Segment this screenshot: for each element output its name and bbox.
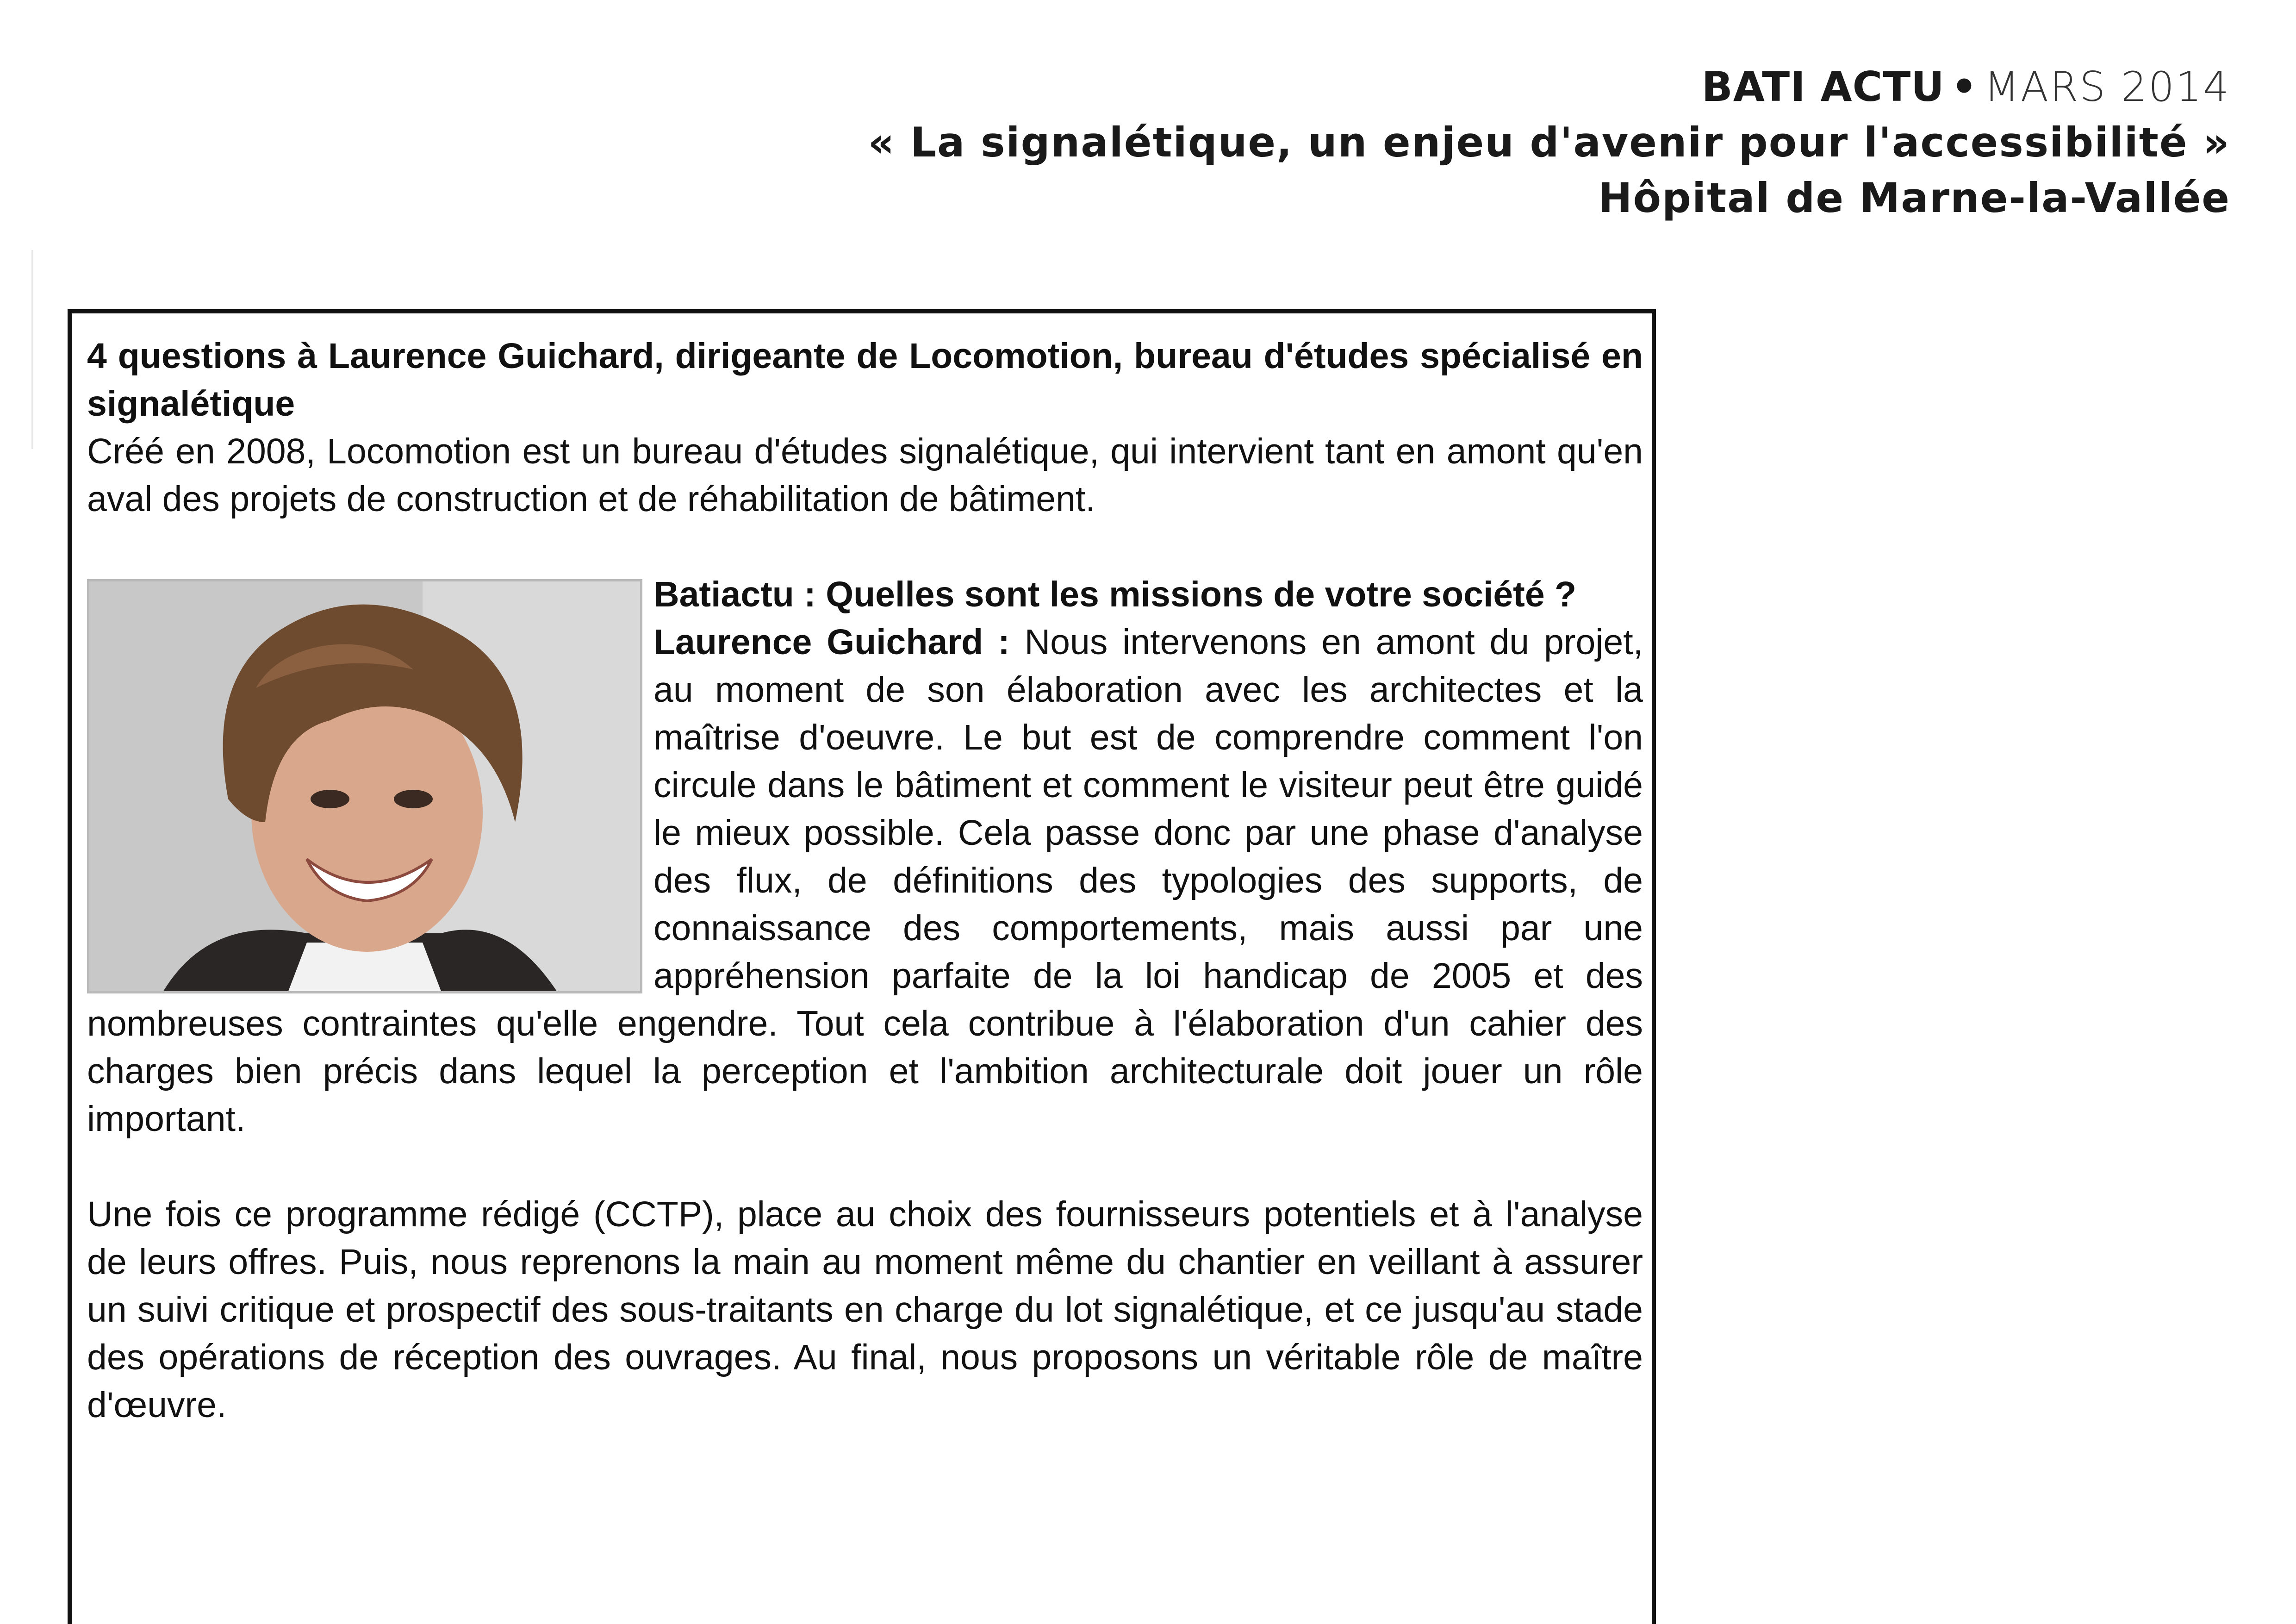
- separator-bullet: •: [1951, 63, 1978, 111]
- interview-answer-2: Une fois ce programme rédigé (CCTP), place au choix des fournisseurs potentiels et à l'analyse de leurs offres. Puis, nous reprenons la main au moment même du chantier en veillant à assurer un suivi critique et prospectif des sous-traitants en charge du lot signalétique, et ce jusqu'au stade des opérations de réception des ouvrages. Au final, nous proposons un véritable rôle de maître d'œuvre.: [87, 1194, 1643, 1425]
- masthead: [657, 59, 2230, 226]
- answer-text-1: Nous intervenons en amont du projet, au moment de son élaboration avec les architectes et la maîtrise d'oeuvre. Le but est de comprendre comment l'on circule dans le bâtiment et comment le visiteur peut être guidé le mieux possible. Cela passe donc par une phase d'analyse des flux, de définitions des typologies des supports, de connaissance des comportements, mais aussi par une appréhension parfaite de la loi handicap de 2005 et des nombreuses contraintes qu'elle engendre. Tout cela contribue à l'élaboration d'un cahier des charges bien précis dans lequel la perception et l'ambition architecturale doit jouer un rôle important.: [87, 622, 1643, 1139]
- margin-rule: [31, 250, 33, 449]
- interview-headline: 4 questions à Laurence Guichard, dirigeante de Locomotion, bureau d'études spécialisé en signalétique: [87, 336, 1643, 424]
- speaker-label: Laurence Guichard :: [653, 622, 1010, 662]
- paragraph-gap: [87, 1143, 1643, 1191]
- masthead-line: [657, 59, 2230, 115]
- article-content: [87, 332, 1643, 1429]
- portrait-photo: [87, 579, 642, 993]
- paragraph-gap: [87, 523, 1643, 571]
- portrait-illustration: [89, 581, 640, 991]
- article-title: « La signalétique, un enjeu d'avenir pour l'accessibilité »: [868, 119, 2230, 166]
- interview-question: Batiactu : Quelles sont les missions de votre société ?: [653, 575, 1577, 614]
- article-subtitle: Hôpital de Marne-la-Vallée: [1598, 174, 2230, 222]
- publication-date: MARS 2014: [1984, 63, 2230, 111]
- intro-paragraph: Créé en 2008, Locomotion est un bureau d'études signalétique, qui intervient tant en amont qu'en aval des projets de construction et de réhabilitation de bâtiment.: [87, 431, 1643, 519]
- publication-name: BATI ACTU: [1701, 63, 1945, 111]
